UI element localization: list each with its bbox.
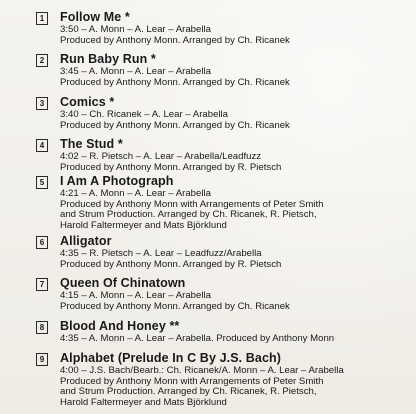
track-title-text: Alphabet (Prelude In C By J.S. Bach) <box>60 351 282 365</box>
track-title <box>60 95 290 110</box>
track-mark: * <box>117 137 123 151</box>
track-credit-line: 3:45 – A. Monn – A. Lear – Arabella <box>60 66 211 77</box>
track-number-box: 5 <box>36 176 48 189</box>
track-credit-line: Produced by Anthony Monn with Arrangements of Peter Smith <box>60 375 324 387</box>
track-credit-line: 4:35 – A. Monn – A. Lear – Arabella. Produced by Anthony Monn <box>60 333 335 344</box>
track-title-text: I Am A Photograph <box>60 174 174 188</box>
track-item <box>36 276 290 312</box>
track-credit-line: Harold Faltermeyer and Mats Björklund <box>60 219 227 231</box>
track-credit-line: Produced by Anthony Monn with Arrangements of Peter Smith <box>60 198 324 210</box>
track-title <box>60 174 323 189</box>
track-mark: ** <box>169 319 180 333</box>
track-item <box>36 319 334 345</box>
track-number-box: 8 <box>36 321 48 334</box>
track-number-box: 2 <box>36 54 48 67</box>
track-title-text: Queen Of Chinatown <box>60 276 186 290</box>
track-credit-line: Produced by Anthony Monn. Arranged by R. Pietsch <box>60 258 282 270</box>
track-title <box>60 137 281 152</box>
track-credit-line: Produced by Anthony Monn. Arranged by Ch. Ricanek <box>60 34 290 46</box>
track-title <box>60 351 344 366</box>
track-credit-line: 3:50 – A. Monn – A. Lear – Arabella <box>60 24 211 35</box>
track-item <box>36 234 281 270</box>
track-mark: * <box>124 10 130 24</box>
track-credit-line: Produced by Anthony Monn. Arranged by Ch. Ricanek <box>60 300 290 312</box>
track-number-box: 6 <box>36 236 48 249</box>
track-title <box>60 276 290 291</box>
track-number-box: 7 <box>36 278 48 291</box>
track-title-text: Blood And Honey <box>60 319 166 333</box>
track-title <box>60 319 334 334</box>
track-mark: * <box>150 52 156 66</box>
track-title-text: Alligator <box>60 234 112 248</box>
track-title-text: The Stud <box>60 137 115 151</box>
track-title <box>60 10 290 25</box>
track-item <box>36 10 290 46</box>
track-number-box: 3 <box>36 97 48 110</box>
track-item <box>36 174 323 231</box>
track-title-text: Run Baby Run <box>60 52 148 66</box>
track-credit-line: Produced by Anthony Monn. Arranged by Ch. Ricanek <box>60 119 290 131</box>
track-number-box: 1 <box>36 12 48 25</box>
track-credit-line: 4:15 – A. Monn – A. Lear – Arabella <box>60 290 211 301</box>
track-credit-line: Produced by Anthony Monn. Arranged by Ch. Ricanek <box>60 76 290 88</box>
track-credit-line: 4:02 – R. Pietsch – A. Lear – Arabella/Leadfuzz <box>60 151 262 162</box>
track-number-box: 9 <box>36 353 48 366</box>
track-title <box>60 52 290 67</box>
track-credit-line: Harold Faltermeyer and Mats Björklund <box>60 396 227 408</box>
track-credit-line: 4:35 – R. Pietsch – A. Lear – Leadfuzz/Arabella <box>60 248 262 259</box>
track-mark: * <box>109 95 115 109</box>
track-number-box: 4 <box>36 139 48 152</box>
track-credit-line: and Strum Production. Arranged by Ch. Ricanek, R. Pietsch, <box>60 209 317 221</box>
track-credit-line: 3:40 – Ch. Ricanek – A. Lear – Arabella <box>60 109 228 120</box>
track-title <box>60 234 281 249</box>
track-item <box>36 95 290 131</box>
track-item <box>36 52 290 88</box>
track-item <box>36 351 344 408</box>
track-item <box>36 137 281 173</box>
track-title-text: Follow Me <box>60 10 122 24</box>
track-credit-line: 4:00 – J.S. Bach/Bearb.: Ch. Ricanek/A. Monn – A. Lear – Arabella <box>60 365 344 376</box>
track-credit-line: and Strum Production. Arranged by Ch. Ricanek, R. Pietsch, <box>60 386 317 398</box>
track-credit-line: 4:21 – A. Monn – A. Lear – Arabella <box>60 188 211 199</box>
track-credit-line: Produced by Anthony Monn. Arranged by R. Pietsch <box>60 161 282 173</box>
track-title-text: Comics <box>60 95 106 109</box>
